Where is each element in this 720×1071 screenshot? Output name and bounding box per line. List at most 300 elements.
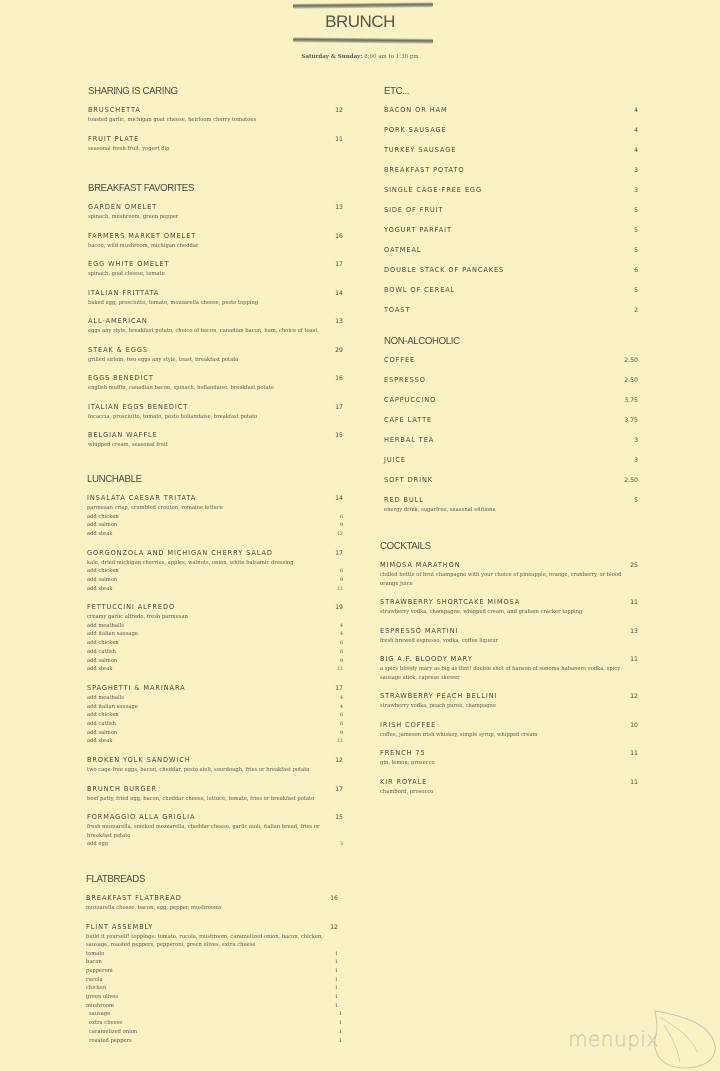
menu-item [87,683,343,746]
menu-item [384,495,638,515]
item-price: 3 [634,437,638,444]
decorative-rule-top [293,2,433,8]
menu-item-row [384,205,638,216]
menu-item-row [88,105,343,116]
item-addon [86,1002,338,1011]
item-addon [87,840,343,849]
item-name: FARMERS MARKET OMELET [88,231,197,240]
item-name: CAFE LATTE [384,416,433,424]
addon-label: add chicken [87,513,119,520]
menu-item-row [380,597,638,608]
item-name: BRUNCH BURGER [87,784,158,793]
menu-item-row [380,626,638,637]
menu-item-row [87,683,343,694]
menu-item-row [88,134,343,145]
item-name: SINGLE CAGE-FREE EGG [384,186,482,194]
item-price: 17 [335,261,343,268]
addon-label: add catfish [87,648,116,655]
item-price: 13 [335,318,343,325]
section-etc [384,86,638,325]
item-description: coffee, jameson irish whiskey, simple syrup, whipped cream [380,731,538,738]
section-title: LUNCHABLE [87,473,142,485]
item-price: 16 [335,232,343,240]
menu-item [87,784,343,804]
menu-item [380,654,638,682]
menu-item-row [88,430,343,441]
addon-label: tomato [86,950,105,957]
item-price: 10 [630,721,638,729]
item-price: 5 [634,207,638,214]
menu-item-row [380,654,638,665]
item-price: 5 [634,227,638,234]
item-description: beef patty, fried egg, bacon, cheddar cheese, lettuce, tomato, fries or breakfast potato [87,795,315,802]
item-name: JUICE [384,456,406,464]
menu-item [384,125,638,136]
item-description: bacon, wild mushroom, michigan cheddar [88,242,199,249]
addon-label: add steak [87,530,113,537]
item-price: 5 [634,497,638,504]
item-price: 11 [630,599,638,606]
item-addon [87,720,343,729]
item-addon [87,711,343,720]
addon-price: 12 [336,585,343,592]
menu-item [384,185,638,196]
addon-price: 6 [339,648,343,655]
addon-label: add meatballs [87,622,124,629]
item-price: 15 [335,432,343,439]
item-name: SPAGHETTI & MARINARA [87,683,186,692]
item-addon [87,622,343,631]
menu-item-row [384,475,638,486]
menu-item-row [384,245,638,256]
section-cocktails [380,541,638,805]
item-description: energy drink, sugarfree, seasonal editions [384,507,496,513]
item-price: 12 [335,757,343,765]
menu-item-row [87,493,343,504]
item-description: mozzarella cheese, bacon, egg, pepper, mushrooms [86,905,222,911]
item-addon [87,639,343,648]
menu-item [87,602,343,674]
item-description: focaccia, prosciutto, tomato, pesto hollandaise, breakfast potato [88,413,258,420]
menu-item [86,922,342,1046]
addon-label: bacon [86,959,102,966]
decorative-rule-bottom [293,37,433,43]
menu-item [384,265,638,276]
menu-item-row [384,355,638,366]
menu-item [88,373,343,393]
item-name: SIDE OF FRUIT [384,206,444,214]
item-description: strawberry vodka, peach puree, champagne [380,703,496,709]
item-name: STEAK & EGGS [88,345,148,354]
item-description: gin, lemon, prosecco [380,760,435,766]
item-addon [86,1019,342,1028]
item-name: IRISH COFFEE [380,720,437,729]
menu-item-row [384,455,638,466]
section-title: FLATBREADS [86,873,145,885]
addon-label: chicken [86,985,107,992]
item-price: 3 [634,167,638,174]
section-title: BREAKFAST FAVORITES [88,182,194,194]
menu-item [384,455,638,466]
item-name: BELGIAN WAFFLE [88,431,158,439]
item-addon [87,665,343,674]
item-description: eggs any style, breakfast potato, choice of bacon, canadian bacon, ham, choice of toast [88,328,318,334]
menu-item-row [88,288,343,299]
menu-item [88,316,343,336]
menu-item-row [384,435,638,446]
item-name: KIR ROYALE [380,777,428,786]
menu-item [384,375,638,386]
item-description: whipped cream, seasonal fruit [88,442,168,448]
item-name: OATMEAL [384,246,422,254]
addon-price: 3 [339,841,343,848]
menu-item [384,225,638,236]
menu-item [384,165,638,176]
menu-item [88,288,343,308]
item-addon [86,967,338,976]
item-price: 12 [630,693,638,700]
menu-item-row [88,402,343,413]
item-name: FETTUCCINI ALFREDO [87,603,176,612]
menu-item [380,691,638,711]
addon-label: add chicken [87,712,119,719]
item-price: 3 [634,457,638,464]
item-addon [87,729,343,738]
menu-item [380,626,638,646]
item-name: COFFEE [384,356,416,364]
addon-price: 9 [339,657,343,664]
menu-item-row [86,922,338,933]
item-price: 14 [335,495,343,502]
addon-label: add chicken [87,568,119,575]
addon-label: add steak [87,738,113,745]
item-name: BIG A.F. BLOODY MARY [380,655,473,663]
addon-label: add salmon [87,576,118,583]
item-name: MIMOSA MARATHON [380,561,461,569]
item-price: 6 [634,267,638,274]
menu-item [88,231,343,251]
item-name: SOFT DRINK [384,476,434,484]
menu-item-row [87,548,343,559]
addon-label: add salmon [87,657,118,664]
menu-item-row [384,125,638,136]
addon-label: green olives [86,994,119,1001]
menu-item [384,305,638,316]
item-name: PORK SAUSAGE [384,126,447,134]
item-name: ESPRESSO [384,376,426,384]
item-addon [86,1010,342,1019]
item-price: 5 [634,287,638,294]
item-price: 19 [335,604,343,612]
addon-price: 4 [339,622,343,629]
menu-item-row [86,893,338,904]
item-addon [87,567,343,576]
addon-price: 6 [339,712,343,719]
menu-item-row [380,777,638,788]
section-title: ETC... [384,85,410,97]
addon-label: caramelized onion [89,1028,138,1035]
item-price: 5 [634,247,638,254]
addon-price: 12 [336,530,343,537]
menu-item-row [384,265,638,276]
menu-item-row [384,225,638,236]
menu-item-row [87,602,343,613]
menu-item [380,597,638,617]
item-name: ESPRESSO MARTINI [380,626,459,635]
item-description: baked egg, prosciutto, tomato, mozzarella cheese, pesto topping [88,299,259,306]
menu-item [384,285,638,296]
addon-label: add italian sausage [87,631,138,638]
item-price: 11 [630,656,638,663]
item-description: seasonal fresh fruit, yogurt dip [88,145,170,152]
item-addon [86,993,338,1002]
item-price: 12 [330,923,338,931]
item-name: RED BULL [384,496,424,504]
item-name: TOAST [384,306,411,314]
item-description: a spicy bloody mary as big as flint! double shot of hanson of sonoma habanero vodka, spicy sausage stick, caprese skewer [380,666,621,681]
item-name: DOUBLE STACK OF PANCAKES [384,266,505,274]
item-price: 11 [630,750,638,757]
menu-item [87,548,343,594]
menupix-watermark [560,1005,720,1071]
item-price: 2.50 [624,477,638,484]
section-title: COCKTAILS [380,540,431,552]
item-description: fresh brewed espresso, vodka, coffee liqueur [380,637,499,644]
menu-item [87,493,343,539]
menu-item-row [384,285,638,296]
item-name: ALL-AMERICAN [88,317,148,325]
addon-label: pepperoni [86,967,113,974]
item-price: 11 [335,135,343,143]
menu-item-row [384,145,638,156]
menu-item [384,395,638,406]
addon-label: add egg [87,841,109,848]
menu-item [384,475,638,486]
menu-item [88,345,343,365]
item-description: english muffin, canadian bacon, spinach, hollandaise, breakfast potato [88,385,274,391]
item-description: parmesan crisp, crumbled crouton, romaine lettuce [87,505,223,511]
item-name: ITALIAN EGGS BENEDICT [88,402,189,411]
addon-label: extra cheese [89,1020,123,1027]
item-addon [86,1028,342,1037]
item-name: BOWL OF CEREAL [384,286,456,294]
item-addon [87,521,343,530]
menu-item [88,259,343,279]
menu-item-row [380,748,638,759]
item-name: BROKEN YOLK SANDWICH [87,756,191,765]
item-name: STRAWBERRY PEACH BELLINI [380,692,498,700]
watermark-text: menupix [568,1027,659,1051]
addon-label: add catfish [87,721,116,728]
item-price: 14 [335,289,343,297]
item-price: 4 [634,127,638,134]
addon-price: 12 [336,738,343,745]
item-name: EGG WHITE OMELET [88,260,170,268]
item-addon [87,694,343,703]
item-price: 2.50 [624,357,638,364]
hours [0,54,720,60]
section-title: NON-ALCOHOLIC [384,335,460,347]
addon-price: 6 [339,721,343,728]
addon-price: 1 [338,1011,342,1018]
item-addon [86,958,338,967]
addon-price: 6 [339,513,343,520]
item-name: GORGONZOLA AND MICHIGAN CHERRY SALAD [87,548,273,557]
item-price: 3.75 [624,397,638,404]
item-name: BACON OR HAM [384,106,448,114]
menu-item-row [380,560,638,571]
menu-item-row [380,691,638,702]
addon-label: sausage [89,1011,111,1018]
addon-price: 1 [338,1028,342,1035]
addon-price: 9 [339,522,343,529]
menu-item-row [88,316,343,327]
menu-item [384,355,638,366]
addon-label: add steak [87,666,113,673]
menu-item [87,812,343,849]
section-breakfast-favorites [88,183,343,459]
menu-item [380,777,638,797]
addon-price: 4 [339,703,343,710]
addon-price: 6 [339,640,343,647]
addon-label: add salmon [87,729,118,736]
menu-item [88,105,343,125]
item-addon [87,576,343,585]
addon-label: rucola [86,976,103,983]
item-price: 16 [330,895,338,902]
item-name: EGGS BENEDICT [88,374,154,382]
item-name: YOGURT PARFAIT [384,226,452,234]
menu-item-row [384,185,638,196]
item-name: FLINT ASSEMBLY [86,922,154,931]
item-name: INSALATA CAESAR TRITATA [87,494,197,502]
item-description: spinach, goat cheese, tomato [88,271,165,277]
item-price: 13 [630,627,638,635]
item-name: ITALIAN FRITTATA [88,288,160,297]
addon-price: 12 [336,666,343,673]
addon-label: add steak [87,585,113,592]
item-description: spinach, mushroom, green pepper [88,214,179,220]
addon-price: 1 [334,950,338,957]
section-non-alcoholic [384,336,638,524]
menu-item-row [384,105,638,116]
section-sharing [88,86,343,162]
addon-price: 9 [339,576,343,583]
item-description: fresh mozzarella, smoked mozzarella, cheddar cheese, garlic aioli, italian bread, fries or breakfast potato [87,824,320,839]
addon-price: 1 [334,976,338,983]
item-price: 4 [634,107,638,114]
addon-label: add salmon [87,522,118,529]
item-price: 2 [634,307,638,314]
item-addon [87,585,343,594]
item-price: 17 [335,684,343,692]
addon-price: 9 [339,729,343,736]
menu-item [384,415,638,426]
menu-item [88,134,343,154]
menu-item [384,435,638,446]
addon-price: 6 [339,568,343,575]
item-name: BREAKFAST POTATO [384,166,465,174]
section-title: SHARING IS CARING [88,85,178,97]
menu-item [88,430,343,450]
item-addon [87,703,343,712]
item-name: BRUSCHETTA [88,106,141,114]
item-name: BREAKFAST FLATBREAD [86,894,182,902]
menu-item [384,145,638,156]
menu-item-row [384,305,638,316]
menu-item-row [88,202,343,213]
addon-price: 1 [334,994,338,1001]
item-description: chilled bottle of brut champagne with your choice of pineapple, orange, cranberry, or blood orange juice [380,572,622,587]
item-price: 4 [634,147,638,154]
item-description: build it yourself! toppings: tomato, rucola, mushroom, caramelized onion, bacon, chicken, sausage, roasted peppers, pepperoni, green olives, extra cheese [86,933,323,948]
item-addon [86,950,338,959]
addon-price: 1 [334,1002,338,1009]
addon-price: 1 [334,985,338,992]
section-flatbreads [86,873,342,1054]
addon-price: 1 [338,1037,342,1044]
menu-item [384,105,638,116]
menu-item-row [88,259,343,270]
item-addon [87,737,343,746]
menu-item-row [384,375,638,386]
item-price: 13 [335,204,343,211]
addon-price: 4 [339,631,343,638]
item-name: CAPPUCCINO [384,396,437,404]
addon-label: add meatballs [87,694,124,701]
item-price: 15 [335,814,343,822]
menu-item-row [384,395,638,406]
item-name: FORMAGGIO ALLA GRIGLIA [87,813,196,822]
item-addon [87,657,343,666]
item-price: 3.75 [624,417,638,424]
addon-price: 1 [338,1020,342,1027]
menu-item [88,202,343,222]
item-price: 25 [630,562,638,569]
item-price: 17 [335,785,343,793]
menu-item-row [88,373,343,384]
menu-item [380,720,638,740]
menu-item [384,245,638,256]
menu-item-row [384,495,638,506]
item-price: 17 [335,549,343,557]
menu-item [380,560,638,588]
item-price: 2.50 [624,377,638,384]
item-name: HERBAL TEA [384,436,435,444]
item-price: 11 [630,778,638,786]
addon-label: add chicken [87,640,119,647]
item-name: GARDEN OMELET [88,203,158,211]
menu-item [380,748,638,768]
menu-item-row [87,812,343,823]
hours-value: 8:00 am to 1:30 pm [362,54,419,60]
item-addon [86,1037,342,1046]
menu-item-row [88,345,343,356]
menu-item-row [87,755,343,766]
item-price: 16 [335,375,343,382]
item-price: 3 [634,187,638,194]
item-name: STRAWBERRY SHORTCAKE MIMOSA [380,598,521,606]
item-name: FRENCH 75 [380,749,426,757]
menu-item [87,755,343,775]
addon-price: 4 [339,694,343,701]
addon-price: 1 [334,967,338,974]
item-name: FRUIT PLATE [88,134,140,143]
menu-item-row [384,165,638,176]
item-description: creamy garlic alfredo, fresh parmesan [87,614,188,621]
menu-item-row [384,415,638,426]
item-description: toasted garlic, michigan goat cheese, heirloom cherry tomatoes [88,117,257,123]
